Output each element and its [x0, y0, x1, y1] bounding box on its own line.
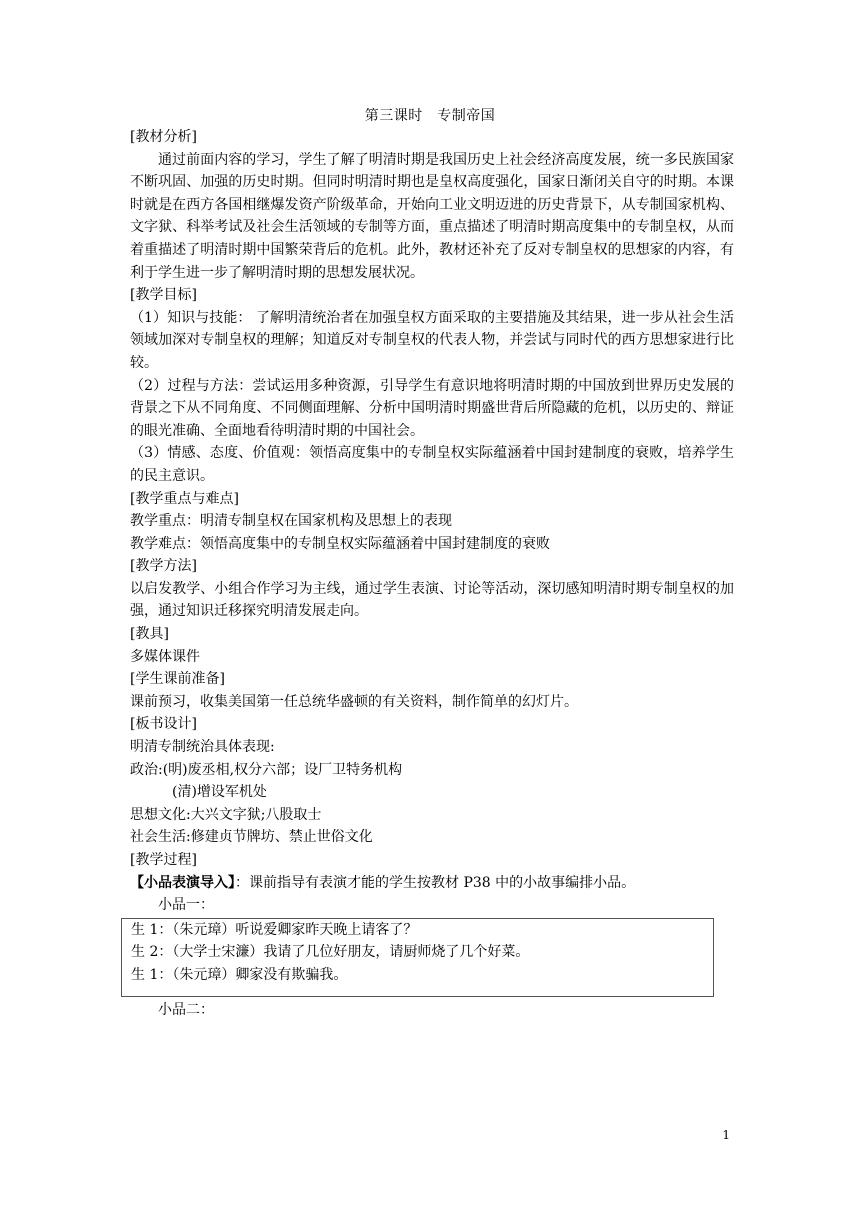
- skit-2-label: 小品二：: [158, 1001, 214, 1018]
- board-line-3: (清)增设军机处: [172, 784, 267, 801]
- skit-1-label: 小品一：: [158, 897, 214, 914]
- dialogue-line: 生 1：（朱元璋）卿家没有欺骗我。: [131, 966, 348, 983]
- tools-text: 多媒体课件: [130, 648, 200, 665]
- board-line-1: 明清专制统治具体表现:: [130, 739, 275, 756]
- analysis-paragraph: 通过前面内容的学习，学生了解了明清时期是我国历史上社会经济高度发展，统一多民族国家不断巩固、加强的历史时期。但同时明清时期也是皇权高度强化，国家日渐闭关自守的时期。本课时就是在西方各国相继爆发资产阶级革命，开始向工业文明迈进的历史背景下，从专制国家机构、文字狱、科举考试及社会生活领域的专制等方面，重点描述了明清时期高度集中的专制皇权，从而着重描述了明清时期中国繁荣背后的危机。此外，教材还补充了反对专制皇权的思想家的内容，有利于学生进一步了解明清时期的思想发展状况。: [130, 151, 734, 281]
- skit-1-dialogue-box: [121, 918, 714, 997]
- board-line-2: 政治:(明)废丞相,权分六部；设厂卫特务机构: [130, 761, 403, 778]
- tools-heading: [教具]: [130, 626, 169, 643]
- process-heading: [教学过程]: [130, 852, 197, 868]
- method-paragraph: 以启发教学、小组合作学习为主线，通过学生表演、讨论等活动，深切感知明清时期专制皇权的加强，通过知识迁移探究明清发展走向。: [130, 580, 734, 620]
- page-title: 第三课时 专制帝国: [364, 108, 496, 124]
- process-intro-text: ：课前指导有表演才能的学生按教材 P38 中的小故事编排小品。: [235, 874, 636, 891]
- goal-emotion: （3）情感、态度、价值观：领悟高度集中的专制皇权实际蕴涵着中国封建制度的衰败，培养学生的民主意识。: [130, 445, 734, 484]
- dialogue-line: 生 2：（大学士宋濂）我请了几位好朋友，请厨师烧了几个好菜。: [131, 944, 530, 961]
- goals-heading: [教学目标]: [130, 287, 197, 304]
- prep-text: 课前预习，收集美国第一任总统华盛顿的有关资料，制作简单的幻灯片。: [130, 693, 578, 710]
- analysis-heading: [教材分析]: [130, 129, 197, 145]
- dialogue-line: 生 1：（朱元璋）听说爱卿家昨天晚上请客了？: [131, 921, 418, 938]
- page-number: 1: [722, 1128, 730, 1142]
- focus-heading: [教学重点与难点]: [130, 490, 239, 507]
- goal-knowledge: （1）知识与技能： 了解明清统治者在加强皇权方面采取的主要措施及其结果，进一步从社会生活领域加深对专制皇权的理解；知道反对专制皇权的代表人物，并尝试与同时代的西方思想家进行比较。: [130, 309, 734, 371]
- board-line-4: 思想文化:大兴文字狱;八股取士: [130, 806, 322, 823]
- board-line-5: 社会生活:修建贞节牌坊、禁止世俗文化: [130, 829, 373, 846]
- board-heading: [板书设计]: [130, 716, 197, 733]
- goal-process: （2）过程与方法：尝试运用多种资源，引导学生有意识地将明清时期的中国放到世界历史发展的背景之下从不同角度、不同侧面理解、分析中国明清时期盛世背后所隐藏的危机，以历史的、辩证的眼光准确、全面地看待明清时期的中国社会。: [130, 377, 734, 439]
- document-body: [130, 126, 734, 1021]
- focus-difficult: 教学难点：领悟高度集中的专制皇权实际蕴涵着中国封建制度的衰败: [130, 535, 550, 552]
- process-intro: [130, 872, 734, 895]
- method-heading: [教学方法]: [130, 558, 197, 575]
- process-intro-label: 【小品表演导入】: [130, 874, 235, 891]
- prep-heading: [学生课前准备]: [130, 671, 225, 688]
- focus-key: 教学重点：明清专制皇权在国家机构及思想上的表现: [130, 513, 452, 530]
